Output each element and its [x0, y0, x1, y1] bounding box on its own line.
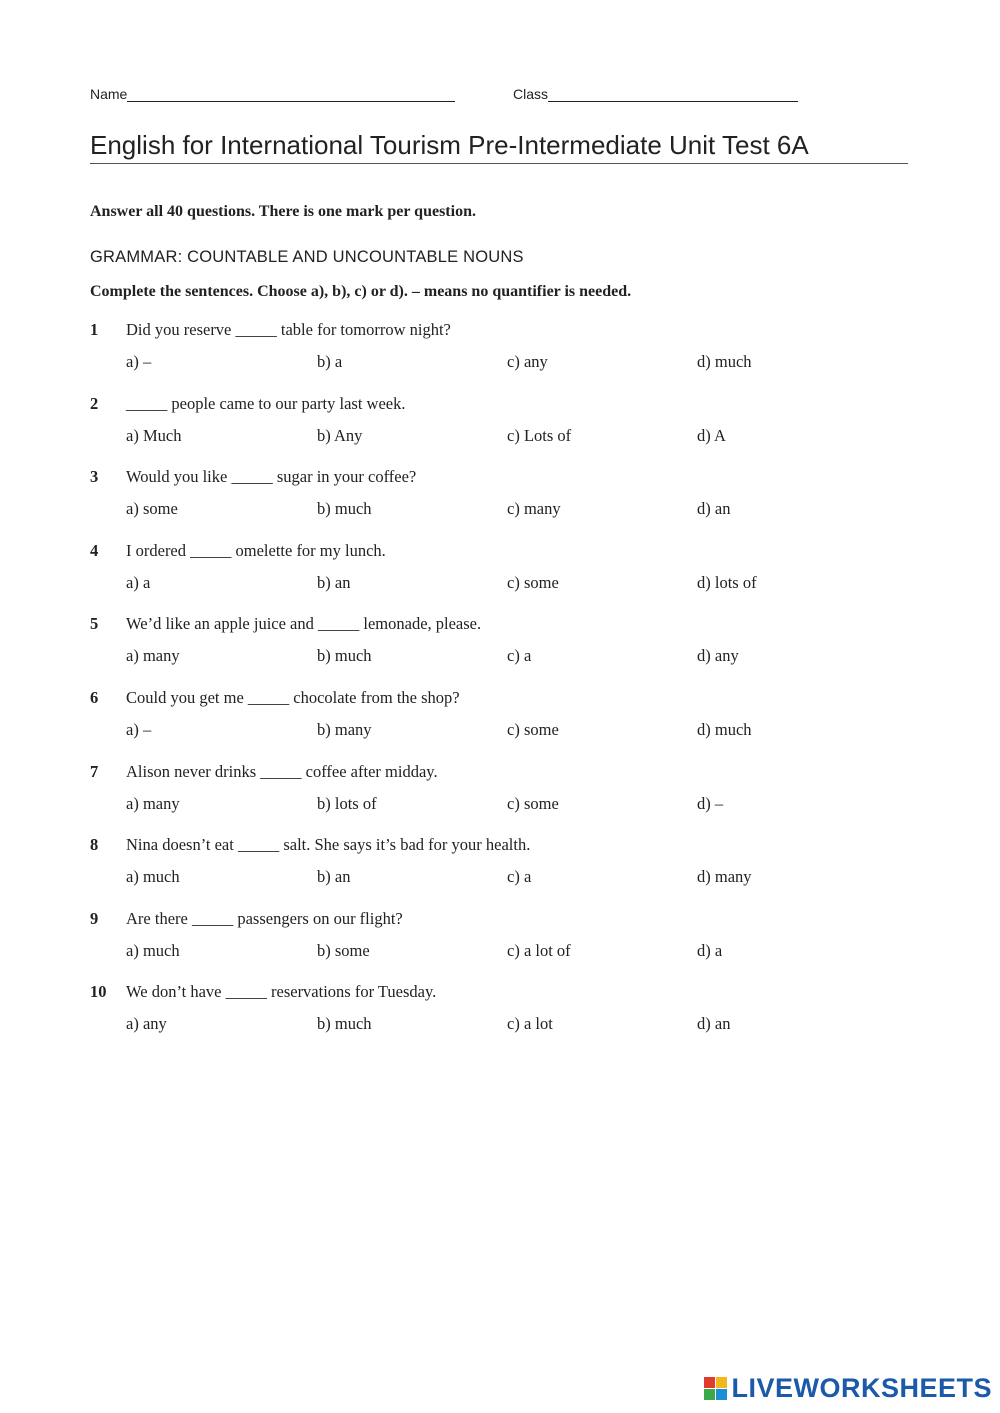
question-number: 4 — [90, 540, 99, 560]
answer-option[interactable]: b) many — [317, 720, 372, 739]
answer-option[interactable]: a) any — [126, 1014, 167, 1034]
question-item — [90, 467, 910, 521]
question-stem: Could you get me _____ chocolate from the shop? — [126, 688, 460, 707]
answer-option[interactable]: a) many — [126, 646, 180, 666]
question-number: 2 — [90, 393, 99, 413]
question-item — [90, 909, 910, 963]
answer-option[interactable]: d) lots of — [697, 572, 757, 592]
answer-option[interactable]: c) a lot of — [507, 940, 571, 960]
answer-option[interactable]: a) – — [126, 352, 152, 371]
question-number: 8 — [90, 835, 99, 855]
answer-option[interactable]: b) much — [317, 499, 372, 519]
answer-option[interactable]: c) any — [507, 352, 548, 371]
answer-option[interactable]: d) an — [697, 499, 731, 519]
answer-option[interactable]: d) much — [697, 352, 752, 371]
answer-option[interactable]: b) some — [317, 940, 370, 960]
question-stem: Are there _____ passengers on our flight? — [126, 908, 403, 928]
question-item — [90, 835, 910, 889]
question-stem: We don’t have _____ reservations for Tuesday. — [126, 982, 437, 1002]
question-stem: Would you like _____ sugar in your coffee? — [126, 467, 417, 487]
answer-option[interactable]: b) an — [317, 867, 351, 887]
class-blank[interactable] — [548, 87, 798, 102]
question-number: 3 — [90, 467, 99, 487]
question-number: 1 — [90, 320, 99, 339]
page-title: English for International Tourism Pre-Intermediate Unit Test 6A — [90, 130, 908, 164]
question-number: 9 — [90, 908, 99, 928]
answer-option[interactable]: a) much — [126, 940, 180, 960]
answer-option[interactable]: b) an — [317, 572, 351, 592]
answer-option[interactable]: c) Lots of — [507, 425, 572, 445]
answer-option[interactable]: b) Any — [317, 425, 363, 445]
answer-option[interactable]: c) a — [507, 646, 532, 666]
answer-option[interactable]: d) A — [697, 425, 726, 445]
answer-option[interactable]: c) many — [507, 499, 561, 519]
section-heading: GRAMMAR: COUNTABLE AND UNCOUNTABLE NOUNS — [90, 248, 524, 266]
answer-option[interactable]: a) many — [126, 793, 180, 813]
answer-option[interactable]: d) much — [697, 720, 752, 739]
question-number: 10 — [90, 982, 107, 1002]
answer-option[interactable]: c) some — [507, 572, 559, 592]
question-item — [90, 762, 910, 816]
section-instructions: Complete the sentences. Choose a), b), c) or d). – means no quantifier is needed. — [90, 283, 632, 300]
question-number: 6 — [90, 688, 99, 707]
question-stem: We’d like an apple juice and _____ lemonade, please. — [126, 614, 482, 634]
answer-option[interactable]: b) lots of — [317, 793, 377, 813]
logo-tiles-icon — [704, 1377, 727, 1400]
question-stem: Did you reserve _____ table for tomorrow night? — [126, 320, 451, 339]
question-item — [90, 320, 910, 374]
answer-option[interactable]: c) some — [507, 793, 559, 813]
question-number: 5 — [90, 614, 99, 634]
name-blank[interactable] — [127, 87, 455, 102]
question-number: 7 — [90, 761, 99, 781]
answer-option[interactable]: c) a — [507, 867, 532, 887]
liveworksheets-logo — [704, 1371, 992, 1405]
answer-option[interactable]: b) a — [317, 352, 343, 371]
answer-option[interactable]: d) – — [697, 793, 724, 813]
answer-option[interactable]: c) a lot — [507, 1014, 553, 1034]
answer-option[interactable]: a) a — [126, 572, 151, 592]
question-item — [90, 688, 910, 742]
answer-option[interactable]: d) an — [697, 1014, 731, 1034]
question-stem: _____ people came to our party last week. — [126, 393, 406, 413]
answer-option[interactable]: a) much — [126, 867, 180, 887]
name-field — [90, 86, 455, 102]
general-instructions: Answer all 40 questions. There is one mark per question. — [90, 203, 476, 220]
name-label: Name — [90, 86, 128, 102]
answer-option[interactable]: a) some — [126, 499, 178, 519]
answer-option[interactable]: d) any — [697, 646, 739, 666]
question-stem: Alison never drinks _____ coffee after midday. — [126, 761, 438, 781]
answer-option[interactable]: d) a — [697, 940, 723, 960]
answer-option[interactable]: d) many — [697, 867, 752, 887]
class-label: Class — [513, 86, 549, 102]
answer-option[interactable]: b) much — [317, 646, 372, 666]
answer-option[interactable]: a) – — [126, 720, 152, 739]
class-field — [513, 86, 798, 102]
question-stem: I ordered _____ omelette for my lunch. — [126, 540, 386, 560]
question-item — [90, 394, 910, 448]
answer-option[interactable]: b) much — [317, 1014, 372, 1034]
question-item — [90, 541, 910, 595]
answer-option[interactable]: c) some — [507, 720, 559, 739]
logo-text: LIVEWORKSHEETS — [731, 1372, 992, 1403]
question-stem: Nina doesn’t eat _____ salt. She says it’s bad for your health. — [126, 835, 531, 855]
answer-option[interactable]: a) Much — [126, 425, 182, 445]
question-item — [90, 982, 910, 1036]
question-item — [90, 614, 910, 668]
